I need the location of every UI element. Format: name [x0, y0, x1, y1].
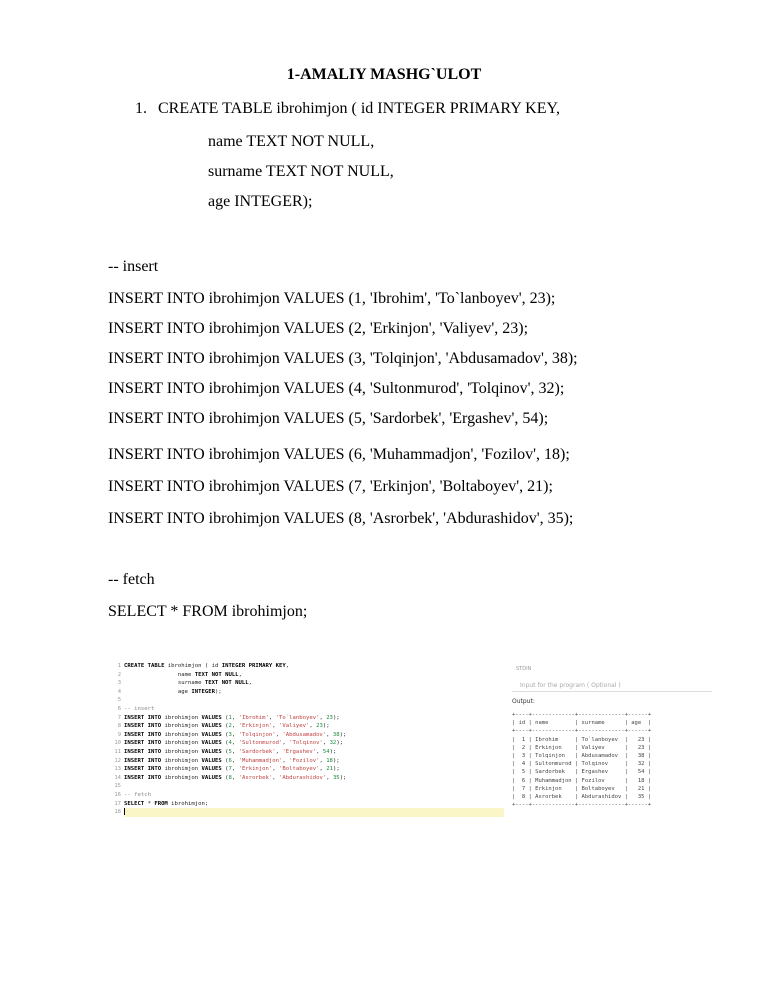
insert-line: INSERT INTO ibrohimjon VALUES (7, 'Erkinjon', 'Boltaboyev', 21); — [108, 478, 553, 495]
line-number: 3 — [117, 680, 121, 687]
line-number: 8 — [117, 723, 121, 730]
code-line: INSERT INTO ibrohimjon VALUES (5, 'Sardorbek', 'Ergashev', 54); — [124, 748, 337, 755]
create-line-3: surname TEXT NOT NULL, — [208, 163, 394, 180]
create-line-4: age INTEGER); — [208, 193, 313, 210]
create-line-2: name TEXT NOT NULL, — [208, 133, 375, 150]
line-number: 10 — [114, 740, 121, 747]
output-label: Output: — [512, 698, 535, 705]
code-line: INSERT INTO ibrohimjon VALUES (6, 'Muhammadjon', 'Fozilov', 18); — [124, 757, 340, 764]
line-number: 18 — [114, 809, 121, 816]
insert-line: INSERT INTO ibrohimjon VALUES (2, 'Erkinjon', 'Valiyev', 23); — [108, 320, 529, 337]
insert-line: INSERT INTO ibrohimjon VALUES (4, 'Sultonmurod', 'Tolqinov', 32); — [108, 380, 565, 397]
table-row: | 6 | Muhammadjon | Fozilov | 18 | — [512, 777, 652, 784]
insert-line: INSERT INTO ibrohimjon VALUES (5, 'Sardorbek', 'Ergashev', 54); — [108, 410, 549, 427]
select-line: SELECT * FROM ibrohimjon; — [108, 603, 308, 620]
text-cursor — [124, 808, 125, 815]
create-line-1: CREATE TABLE ibrohimjon ( id INTEGER PRIMARY KEY, — [158, 100, 560, 117]
line-number: 16 — [114, 791, 121, 798]
insert-line: INSERT INTO ibrohimjon VALUES (3, 'Tolqinjon', 'Abdusamadov', 38); — [108, 350, 578, 367]
code-area[interactable] — [124, 662, 504, 817]
code-line: CREATE TABLE ibrohimjon ( id INTEGER PRIMARY KEY, — [124, 663, 290, 669]
table-border: +----+-------------+--------------+------+ — [512, 728, 652, 735]
line-number: 7 — [117, 714, 121, 721]
line-number: 2 — [117, 671, 121, 678]
code-line: SELECT * FROM ibrohimjon; — [124, 800, 209, 807]
insert-line: INSERT INTO ibrohimjon VALUES (1, 'Ibrohim', 'To`lanboyev', 23); — [108, 290, 556, 307]
code-line — [124, 696, 504, 705]
insert-line: INSERT INTO ibrohimjon VALUES (6, 'Muhammadjon', 'Fozilov', 18); — [108, 446, 570, 463]
code-line: INSERT INTO ibrohimjon VALUES (2, 'Erkinjon', 'Valiyev', 23); — [124, 723, 330, 730]
code-line: INSERT INTO ibrohimjon VALUES (3, 'Tolqinjon', 'Abdusamadov', 38); — [124, 731, 347, 738]
table-border: +----+-------------+--------------+------+ — [512, 712, 652, 718]
line-number: 15 — [114, 783, 121, 790]
table-row: | 5 | Sardorbek | Ergashev | 54 | — [512, 769, 652, 776]
output-table — [512, 711, 651, 809]
ide-screenshot — [108, 658, 714, 848]
code-line: -- fetch — [124, 791, 151, 798]
stdin-input[interactable]: Input for the program ( Optional ) — [512, 680, 712, 692]
output-panel — [508, 658, 714, 848]
stdin-label: STDIN — [516, 666, 532, 672]
code-line: -- insert — [124, 705, 155, 712]
table-row: | 4 | Sultonmurod | Tolqinov | 32 | — [512, 761, 652, 768]
line-number: 13 — [114, 766, 121, 773]
line-number: 1 — [117, 663, 121, 669]
code-line — [124, 782, 504, 791]
code-line: name TEXT NOT NULL, — [124, 671, 242, 678]
line-number: 17 — [114, 800, 121, 807]
line-number: 14 — [114, 774, 121, 781]
line-number: 11 — [114, 748, 121, 755]
table-row: | 7 | Erkinjon | Boltaboyev | 21 | — [512, 785, 652, 792]
insert-comment: -- insert — [108, 258, 159, 275]
code-line: surname TEXT NOT NULL, — [124, 680, 253, 687]
table-header: | id | name | surname | age | — [512, 720, 652, 727]
table-row: | 3 | Tolqinjon | Abdusamadov | 38 | — [512, 753, 652, 760]
code-line: INSERT INTO ibrohimjon VALUES (1, 'Ibrohim', 'To`lanboyev', 23); — [124, 714, 340, 721]
insert-line: INSERT INTO ibrohimjon VALUES (8, 'Asrorbek', 'Abdurashidov', 35); — [108, 510, 574, 527]
table-row: | 8 | Asrorbek | Abdurashidov | 35 | — [512, 794, 652, 801]
page-title: 1-AMALIY MASHG`ULOT — [286, 66, 482, 83]
code-line: INSERT INTO ibrohimjon VALUES (4, 'Sultonmurod', 'Tolqinov', 32); — [124, 740, 344, 747]
code-line: INSERT INTO ibrohimjon VALUES (8, 'Asrorbek', 'Abdurashidov', 35); — [124, 774, 347, 781]
line-number-gutter — [108, 662, 122, 817]
line-number: 9 — [117, 731, 121, 738]
list-number: 1. — [135, 100, 147, 117]
line-number: 6 — [117, 705, 121, 712]
code-editor[interactable] — [108, 658, 504, 848]
fetch-comment: -- fetch — [108, 571, 155, 588]
table-border: +----+-------------+--------------+------+ — [512, 802, 652, 809]
table-row: | 2 | Erkinjon | Valiyev | 23 | — [512, 744, 652, 751]
code-line: age INTEGER); — [124, 688, 222, 695]
code-line — [124, 808, 504, 817]
line-number: 5 — [117, 697, 121, 704]
line-number: 12 — [114, 757, 121, 764]
table-row: | 1 | Ibrohim | To`lanboyev | 23 | — [512, 736, 652, 743]
line-number: 4 — [117, 688, 121, 695]
code-line: INSERT INTO ibrohimjon VALUES (7, 'Erkinjon', 'Boltaboyev', 21); — [124, 766, 340, 773]
